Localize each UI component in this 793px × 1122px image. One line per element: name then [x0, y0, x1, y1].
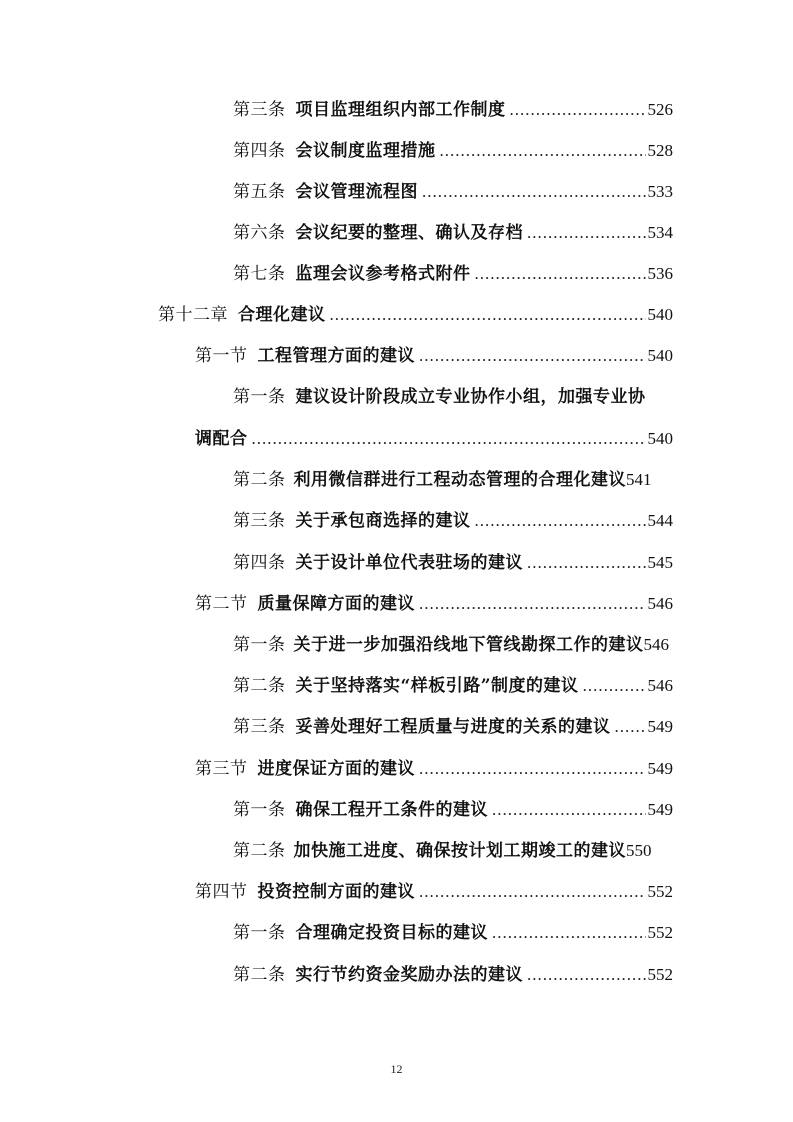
toc-entry-page: 540: [647, 346, 673, 365]
toc-entry-title: 质量保障方面的建议: [257, 594, 415, 614]
toc-leader-dots: [252, 424, 646, 454]
toc-leader-dots: [527, 548, 646, 578]
toc-entry-title: 妥善处理好工程质量与进度的关系的建议: [295, 717, 611, 737]
toc-entry-page: 533: [647, 182, 673, 201]
toc-entry-page: 540: [647, 305, 673, 324]
toc-entry-title: 工程管理方面的建议: [257, 346, 415, 366]
toc-leader-dots: [615, 712, 646, 742]
toc-entry-title: 关于设计单位代表驻场的建议: [295, 553, 523, 573]
toc-entry-title: 会议纪要的整理、确认及存档: [295, 223, 523, 243]
toc-entry-label: 第一条: [233, 800, 286, 820]
toc-entry-title: 会议制度监理措施: [295, 141, 436, 161]
toc-leader-dots: [527, 218, 646, 248]
toc-entry-label: 第四节: [195, 882, 248, 902]
toc-entry[interactable]: [233, 506, 673, 536]
toc-entry[interactable]: [233, 177, 673, 207]
toc-entry-title: 关于坚持落实“样板引路”制度的建议: [295, 676, 579, 696]
toc-leader-dots: [419, 754, 646, 784]
toc-entry-continuation[interactable]: [195, 424, 673, 454]
toc-entry-label: 第六条: [233, 223, 286, 243]
toc-leader-dots: [510, 95, 646, 125]
toc-entry-label: 第七条: [233, 264, 286, 284]
toc-entry-page: 545: [647, 553, 673, 572]
toc-entry[interactable]: [233, 918, 673, 948]
toc-entry-title: 会议管理流程图: [295, 182, 418, 202]
toc-entry-page: 528: [647, 141, 673, 160]
toc-entry-label: 第一条: [233, 387, 286, 407]
toc-entry-label: 第二条: [233, 841, 286, 861]
toc-entry-label: 第五条: [233, 182, 286, 202]
toc-entry[interactable]: [233, 382, 673, 412]
toc-entry-title: 实行节约资金奖励办法的建议: [295, 965, 523, 985]
toc-entry-page: 552: [647, 923, 673, 942]
toc-entry-page: 534: [647, 223, 673, 242]
toc-entry[interactable]: [233, 465, 703, 495]
toc-entry[interactable]: [233, 836, 703, 866]
toc-entry-label: 第二条: [233, 965, 286, 985]
toc-entry[interactable]: [233, 712, 673, 742]
toc-leader-dots: [419, 589, 646, 619]
toc-entry-page: 552: [647, 965, 673, 984]
toc-entry-title: 合理化建议: [238, 305, 326, 325]
toc-entry-title: 投资控制方面的建议: [257, 882, 415, 902]
toc-leader-dots: [583, 671, 646, 701]
toc-entry-title: 确保工程开工条件的建议: [295, 800, 488, 820]
toc-chapter-entry[interactable]: [158, 300, 673, 330]
toc-entry-page: 540: [647, 429, 673, 448]
toc-entry-page: 544: [647, 511, 673, 530]
toc-entry-page: 549: [647, 717, 673, 736]
toc-entry-page: 552: [647, 882, 673, 901]
toc-entry-label: 第一条: [233, 923, 286, 943]
toc-leader-dots: [475, 259, 646, 289]
toc-entry-title: 进度保证方面的建议: [257, 759, 415, 779]
toc-leader-dots: [419, 341, 646, 371]
toc-leader-dots: [492, 918, 646, 948]
toc-entry-page: 549: [647, 759, 673, 778]
toc-entry-label: 第十二章: [158, 305, 228, 325]
toc-leader-dots: [492, 795, 646, 825]
toc-section-entry[interactable]: [195, 341, 673, 371]
toc-entry-label: 第三节: [195, 759, 248, 779]
toc-entry-page: 526: [647, 100, 673, 119]
toc-entry-page: 546: [647, 594, 673, 613]
toc-entry-page: 546: [647, 676, 673, 695]
toc-entry-title: 建议设计阶段成立专业协作小组，加强专业协: [295, 387, 646, 407]
toc-entry[interactable]: [233, 630, 723, 660]
toc-entry-page: 541: [626, 470, 652, 489]
toc-entry-label: 第三条: [233, 717, 286, 737]
toc-entry[interactable]: [233, 218, 673, 248]
toc-entry[interactable]: [233, 95, 673, 125]
toc-leader-dots: [330, 300, 646, 330]
toc-entry-label: 第三条: [233, 100, 286, 120]
toc-section-entry[interactable]: [195, 589, 673, 619]
toc-entry[interactable]: [233, 548, 673, 578]
toc-entry[interactable]: [233, 136, 673, 166]
toc-leader-dots: [440, 136, 646, 166]
toc-entry-title: 关于承包商选择的建议: [295, 511, 471, 531]
toc-entry-title: 加快施工进度、确保按计划工期竣工的建议: [293, 841, 626, 861]
toc-entry-label: 第一节: [195, 346, 248, 366]
toc-entry-label: 第二条: [233, 470, 286, 490]
toc-section-entry[interactable]: [195, 754, 673, 784]
toc-entry-label: 第四条: [233, 141, 286, 161]
toc-entry-page: 546: [643, 635, 669, 654]
toc-section-entry[interactable]: [195, 877, 673, 907]
toc-entry[interactable]: [233, 960, 673, 990]
toc-leader-dots: [475, 506, 646, 536]
toc-entry-label: 第三条: [233, 511, 286, 531]
toc-leader-dots: [422, 177, 646, 207]
toc-entry-page: 550: [626, 841, 652, 860]
toc-entry-page: 536: [647, 264, 673, 283]
toc-entry-title: 利用微信群进行工程动态管理的合理化建议: [293, 470, 626, 490]
toc-entry[interactable]: [233, 671, 673, 701]
toc-leader-dots: [527, 960, 646, 990]
toc-entry-title: 调配合: [195, 429, 248, 449]
toc-entry-title: 合理确定投资目标的建议: [295, 923, 488, 943]
toc-entry[interactable]: [233, 795, 673, 825]
toc-entry-title: 监理会议参考格式附件: [295, 264, 471, 284]
toc-leader-dots: [419, 877, 646, 907]
toc-entry-label: 第二节: [195, 594, 248, 614]
toc-entry[interactable]: [233, 259, 673, 289]
toc-entry-title: 项目监理组织内部工作制度: [295, 100, 506, 120]
toc-entry-label: 第一条: [233, 635, 286, 655]
toc-entry-title: 关于进一步加强沿线地下管线勘探工作的建议: [293, 635, 644, 655]
toc-entry-label: 第二条: [233, 676, 286, 696]
toc-entry-label: 第四条: [233, 553, 286, 573]
page-number: 12: [390, 1062, 403, 1076]
toc-entry-page: 549: [647, 800, 673, 819]
